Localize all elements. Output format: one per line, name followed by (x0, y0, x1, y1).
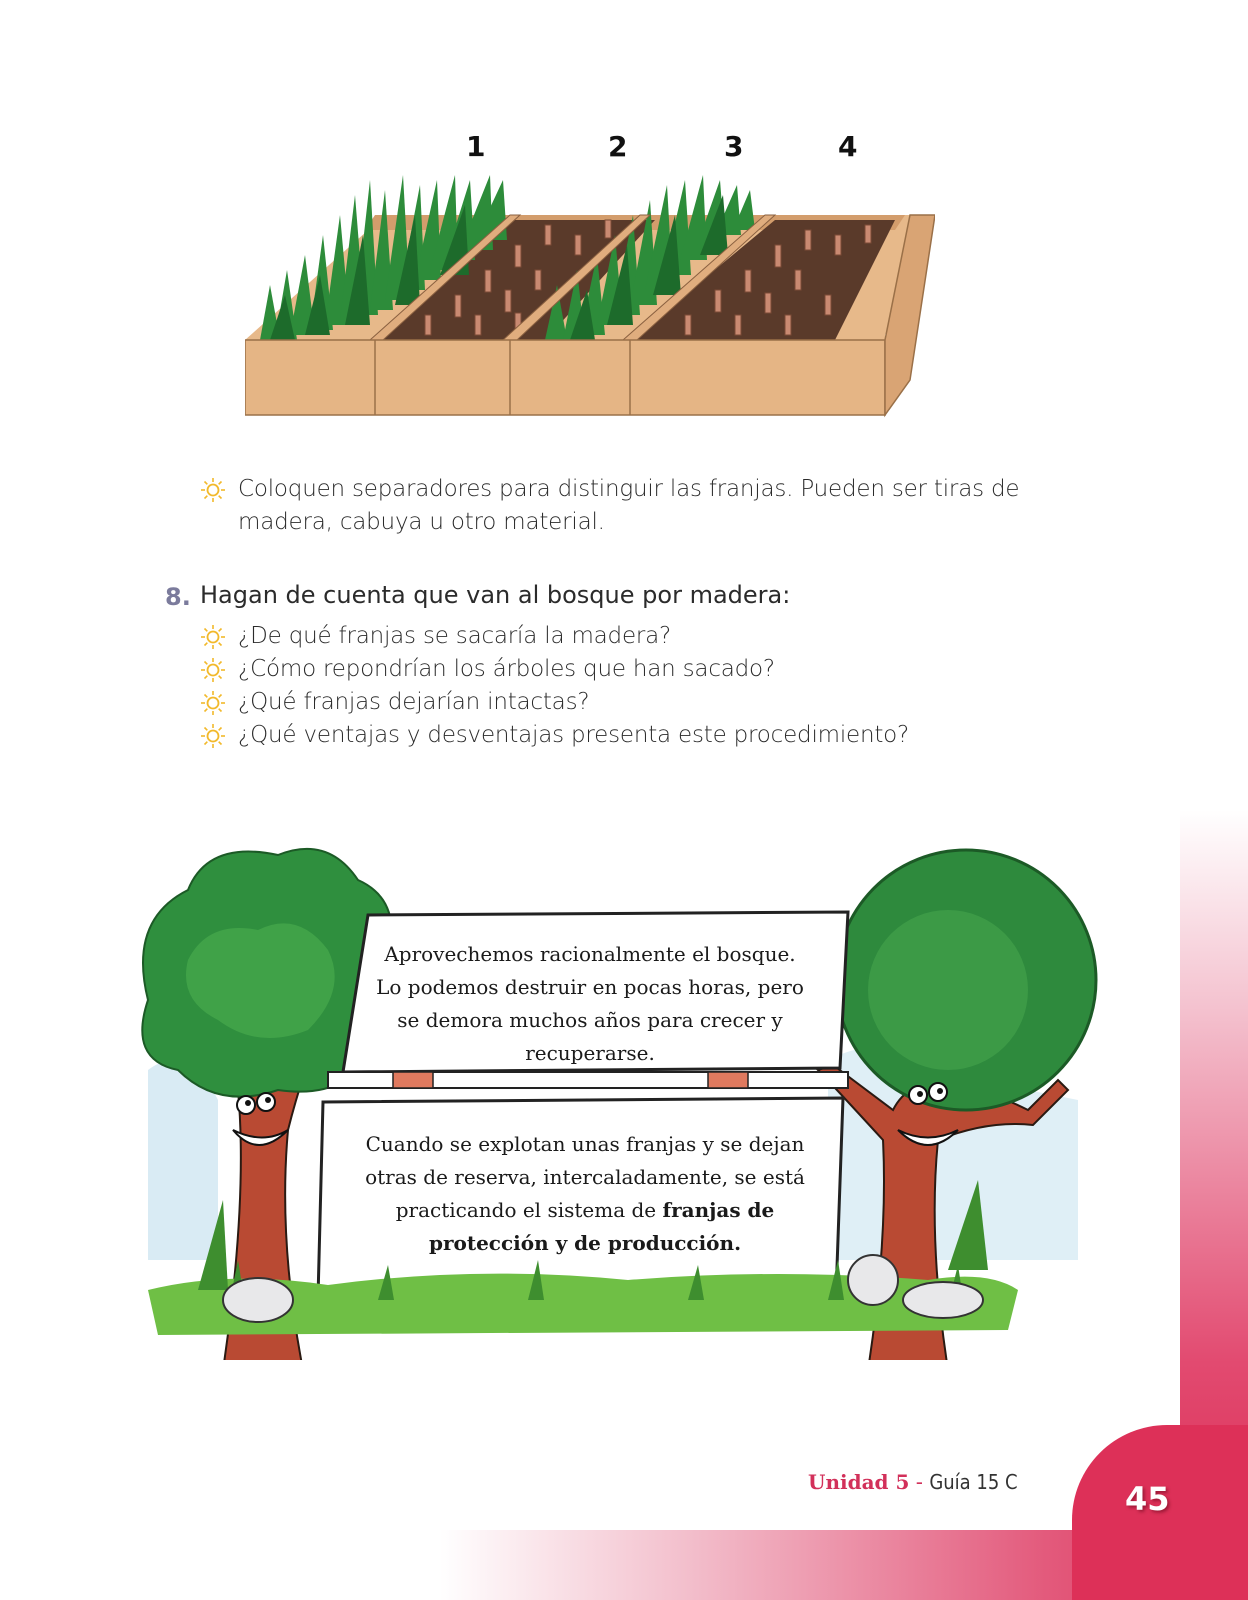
garden-strips-illustration (245, 175, 935, 430)
question-bullet-3 (200, 686, 589, 719)
sun-bullet-icon (200, 477, 226, 503)
bottom-sign-line (345, 1227, 825, 1260)
top-sign-line: se demora muchos años para crecer y (397, 1008, 783, 1032)
guide-label: Guía 15 C (929, 1470, 1018, 1494)
strip-label-3: 3 (724, 130, 744, 163)
bottom-sign-line: otras de reserva, intercaladamente, se está (365, 1165, 805, 1189)
sun-bullet-icon (200, 657, 226, 683)
question-bullet-4 (200, 719, 909, 752)
bottom-sign-line (345, 1194, 825, 1227)
rock (848, 1255, 898, 1305)
question-text: Hagan de cuenta que van al bosque por madera: (200, 581, 791, 609)
top-sign-text (370, 938, 810, 1070)
separators-instruction (200, 473, 1019, 539)
question-bullet-text: ¿Qué ventajas y desventajas presenta este procedimiento? (238, 722, 910, 748)
bottom-sign-line: Cuando se explotan unas franjas y se dejan (365, 1132, 805, 1156)
bottom-sign-text (345, 1128, 825, 1260)
strip-label-2: 2 (608, 130, 628, 163)
bottom-sign-plain: practicando el sistema de (395, 1198, 657, 1222)
rock (223, 1278, 293, 1322)
unit-label: Unidad 5 (808, 1470, 910, 1494)
question-bullet-text: ¿Qué franjas dejarían intactas? (238, 689, 590, 715)
top-sign-line: recuperarse. (525, 1041, 655, 1065)
sun-bullet-icon (200, 723, 226, 749)
strip-label-4: 4 (838, 130, 858, 163)
strip-label-1: 1 (466, 130, 486, 163)
question-number: 8. (165, 583, 191, 611)
sun-bullet-icon (200, 690, 226, 716)
separators-line-2: madera, cabuya u otro material. (238, 509, 605, 535)
page-number: 45 (1125, 1480, 1170, 1518)
bottom-sign-bold: franjas de (662, 1198, 775, 1222)
sun-bullet-icon (200, 624, 226, 650)
trees-sign-illustration (128, 840, 1138, 1360)
footer-caption (808, 1470, 1018, 1494)
question-bullet-1 (200, 620, 671, 653)
footer-separator: - (915, 1470, 923, 1494)
bottom-sign-bold: protección y de producción. (428, 1231, 742, 1255)
question-bullet-2 (200, 653, 775, 686)
question-bullet-text: ¿Cómo repondrían los árboles que han sacado? (238, 656, 775, 682)
top-sign-line: Lo podemos destruir en pocas horas, pero (376, 975, 804, 999)
question-bullet-text: ¿De qué franjas se sacaría la madera? (238, 623, 672, 649)
separators-line-1: Coloquen separadores para distinguir las franjas. Pueden ser tiras de (238, 476, 1020, 502)
rock (903, 1282, 983, 1318)
top-sign-line: Aprovechemos racionalmente el bosque. (384, 942, 796, 966)
